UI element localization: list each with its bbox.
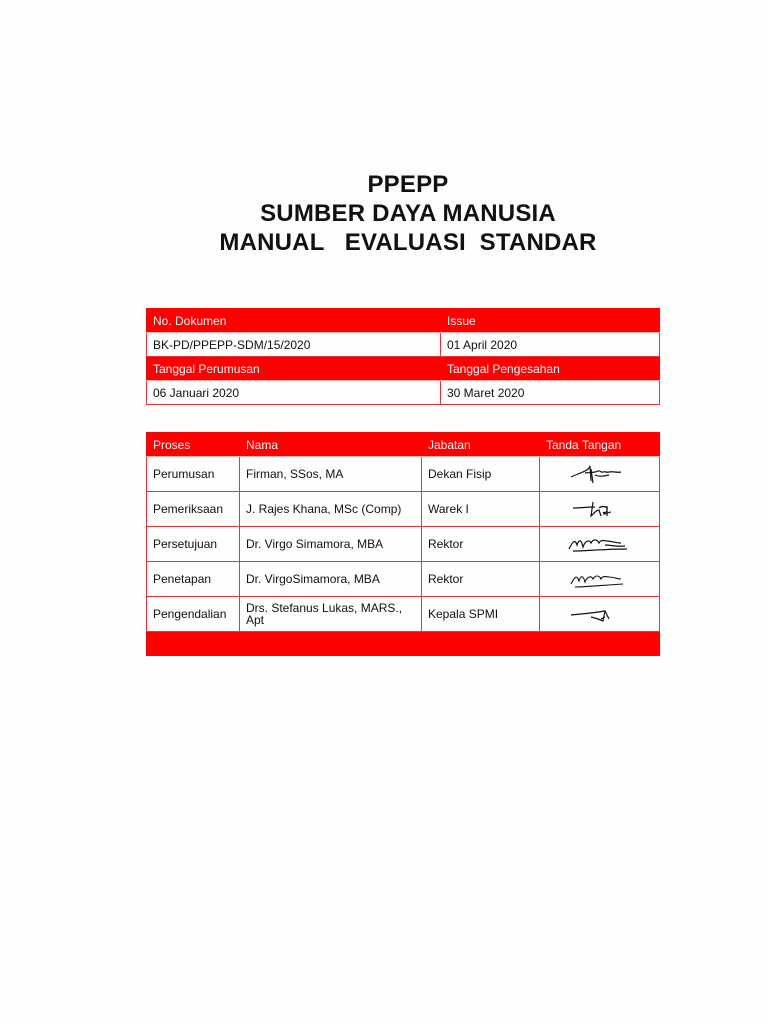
table-row — [147, 527, 660, 562]
signature-cell — [540, 492, 660, 527]
footer-cell — [540, 632, 660, 656]
footer-cell — [240, 632, 422, 656]
title-line-3: MANUAL EVALUASI STANDAR — [219, 229, 597, 256]
proses-cell: Pemeriksaan — [147, 492, 240, 527]
header-proses: Proses — [147, 433, 240, 457]
footer-cell — [147, 632, 240, 656]
document-info-table — [146, 308, 660, 405]
document-title — [0, 170, 768, 257]
signature-image — [565, 461, 635, 487]
tanggal-pengesahan-label: Tanggal Pengesahan — [441, 357, 660, 381]
jabatan-cell: Warek I — [422, 492, 540, 527]
title-line-2: SUMBER DAYA MANUSIA — [260, 200, 556, 227]
issue-label: Issue — [441, 309, 660, 333]
proses-cell: Perumusan — [147, 457, 240, 492]
title-line-1: PPEPP — [367, 171, 449, 198]
no-dokumen-value: BK-PD/PPEPP-SDM/15/2020 — [147, 333, 441, 357]
signature-image — [565, 531, 635, 557]
doc-header-row — [147, 309, 660, 333]
header-jabatan: Jabatan — [422, 433, 540, 457]
no-dokumen-label: No. Dokumen — [147, 309, 441, 333]
approval-process-table — [146, 432, 660, 656]
signature-image — [565, 496, 635, 522]
proses-cell: Penetapan — [147, 562, 240, 597]
date-header-row — [147, 357, 660, 381]
table-row — [147, 492, 660, 527]
footer-cell — [422, 632, 540, 656]
table-row — [147, 562, 660, 597]
table-footer-row — [147, 632, 660, 656]
doc-value-row — [147, 333, 660, 357]
jabatan-cell: Rektor — [422, 527, 540, 562]
table-row — [147, 457, 660, 492]
header-nama: Nama — [240, 433, 422, 457]
jabatan-cell: Dekan Fisip — [422, 457, 540, 492]
nama-cell: J. Rajes Khana, MSc (Comp) — [240, 492, 422, 527]
jabatan-cell: Kepala SPMI — [422, 597, 540, 632]
nama-cell: Dr. Virgo Simamora, MBA — [240, 527, 422, 562]
date-value-row — [147, 381, 660, 405]
process-header-row — [147, 433, 660, 457]
signature-image — [565, 601, 635, 627]
tanggal-pengesahan-value: 30 Maret 2020 — [441, 381, 660, 405]
nama-cell: Dr. VirgoSimamora, MBA — [240, 562, 422, 597]
proses-cell: Pengendalian — [147, 597, 240, 632]
signature-cell — [540, 562, 660, 597]
signature-cell — [540, 597, 660, 632]
nama-cell: Firman, SSos, MA — [240, 457, 422, 492]
nama-cell: Drs. Stefanus Lukas, MARS., Apt — [240, 597, 422, 632]
issue-value: 01 April 2020 — [441, 333, 660, 357]
tanggal-perumusan-value: 06 Januari 2020 — [147, 381, 441, 405]
header-tanda-tangan: Tanda Tangan — [540, 433, 660, 457]
signature-cell — [540, 457, 660, 492]
tanggal-perumusan-label: Tanggal Perumusan — [147, 357, 441, 381]
jabatan-cell: Rektor — [422, 562, 540, 597]
signature-image — [565, 566, 635, 592]
signature-cell — [540, 527, 660, 562]
proses-cell: Persetujuan — [147, 527, 240, 562]
table-row — [147, 597, 660, 632]
